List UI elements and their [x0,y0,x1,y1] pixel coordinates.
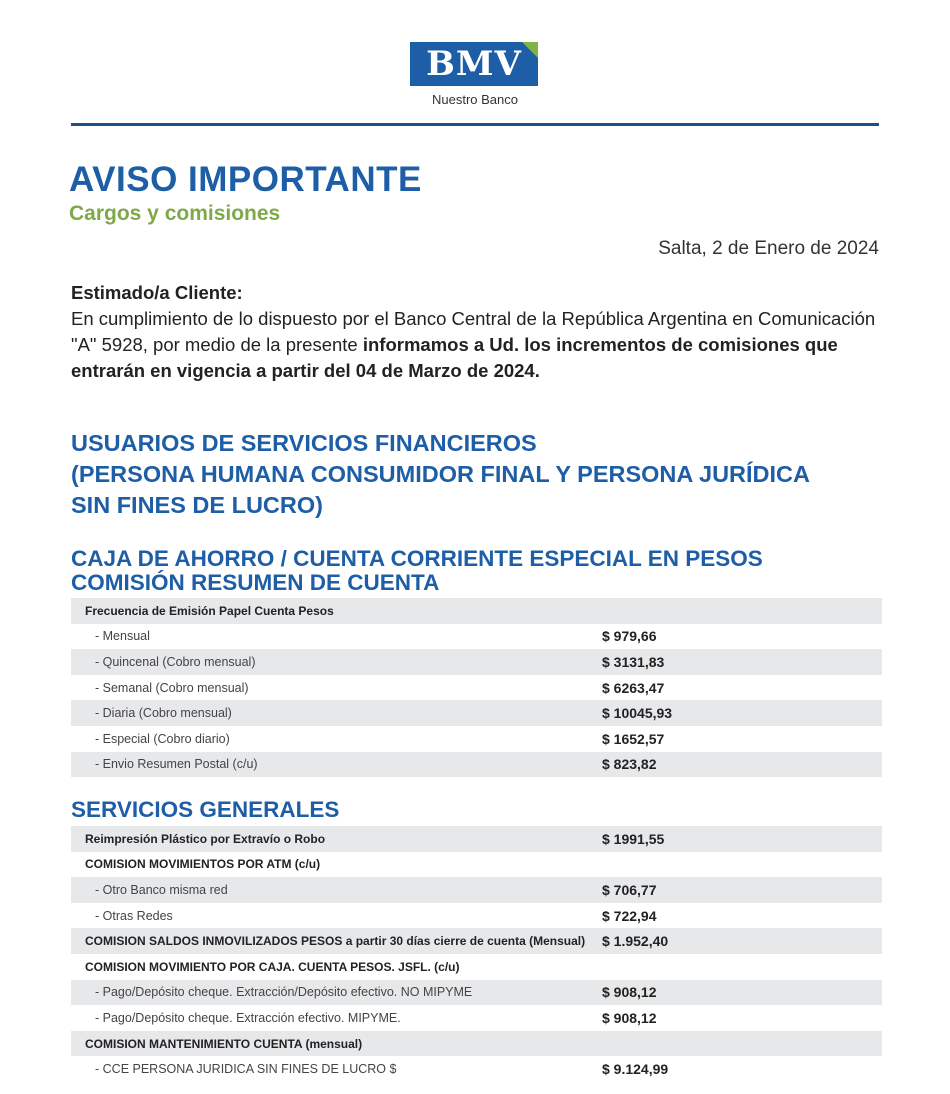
caja-section-title [71,547,763,595]
intro-text-bold: informamos a Ud. los incrementos de comisiones que entrarán en vigencia a partir del 04 de Marzo de 2024. [71,334,838,381]
greeting: Estimado/a Cliente: [71,282,243,303]
fee-label: COMISION SALDOS INMOVILIZADOS PESOS a partir 30 días cierre de cuenta (Mensual) [71,928,602,954]
caja-title-line1: CAJA DE AHORRO / CUENTA CORRIENTE ESPECIAL EN PESOS [71,546,763,571]
fee-row [71,954,882,980]
fee-amount: $ 10045,93 [602,700,882,726]
users-heading-line2: (PERSONA HUMANA CONSUMIDOR FINAL Y PERSONA JURÍDICA [71,461,810,487]
caja-title-line2: COMISIÓN RESUMEN DE CUENTA [71,570,440,595]
fee-amount: $ 706,77 [602,877,882,903]
caja-fees-table [71,598,882,777]
fee-label: - CCE PERSONA JURIDICA SIN FINES DE LUCRO $ [71,1056,602,1082]
fee-row [71,903,882,929]
fee-amount [602,598,882,624]
intro-paragraph [71,280,883,384]
fee-amount [602,1031,882,1057]
logo-box [410,42,538,86]
fee-label: - Quincenal (Cobro mensual) [71,649,602,675]
fee-label: - Semanal (Cobro mensual) [71,675,602,701]
fee-row [71,726,882,752]
fee-amount: $ 1652,57 [602,726,882,752]
fee-label: - Otro Banco misma red [71,877,602,903]
fee-amount: $ 979,66 [602,624,882,650]
fee-label: - Otras Redes [71,903,602,929]
logo-corner-accent [522,42,538,58]
fee-label: Reimpresión Plástico por Extravío o Robo [71,826,602,852]
page-title: AVISO IMPORTANTE [69,160,422,199]
fee-label: - Diaria (Cobro mensual) [71,700,602,726]
logo-tagline: Nuestro Banco [432,92,518,107]
users-heading-line1: USUARIOS DE SERVICIOS FINANCIEROS [71,430,537,456]
fee-row [71,852,882,878]
fee-row [71,877,882,903]
fee-row [71,1005,882,1031]
fee-label: - Mensual [71,624,602,650]
servicios-fees-table [71,826,882,1082]
header-divider [71,123,879,126]
fee-amount: $ 1.952,40 [602,928,882,954]
fee-row [71,1056,882,1082]
fee-row [71,980,882,1006]
fee-label: Frecuencia de Emisión Papel Cuenta Pesos [71,598,602,624]
fee-label: COMISION MOVIMIENTOS POR ATM (c/u) [71,852,602,878]
page-subtitle: Cargos y comisiones [69,202,281,225]
fee-row [71,826,882,852]
users-heading-line3: SIN FINES DE LUCRO) [71,492,323,518]
fee-label: COMISION MOVIMIENTO POR CAJA. CUENTA PESOS. JSFL. (c/u) [71,954,602,980]
users-heading [71,428,810,521]
fee-amount: $ 722,94 [602,903,882,929]
intro-text: En cumplimiento de lo dispuesto por el Banco Central de la República Argentina en Comunicación "A" 5928, por medio de la presente [71,308,876,355]
fee-row [71,928,882,954]
fee-amount: $ 908,12 [602,980,882,1006]
fee-amount: $ 1991,55 [602,826,882,852]
notice-date: Salta, 2 de Enero de 2024 [658,238,879,259]
fee-amount: $ 6263,47 [602,675,882,701]
fee-amount: $ 3131,83 [602,649,882,675]
fee-row [71,649,882,675]
servicios-section-title: SERVICIOS GENERALES [71,797,340,822]
logo-text: BMV [426,44,522,84]
fee-row [71,1031,882,1057]
fee-label: - Pago/Depósito cheque. Extracción/Depósito efectivo. NO MIPYME [71,980,602,1006]
fee-amount [602,852,882,878]
fee-row [71,700,882,726]
fee-amount [602,954,882,980]
fee-amount: $ 9.124,99 [602,1056,882,1082]
bank-logo [410,42,540,107]
fee-row [71,598,882,624]
fee-row [71,624,882,650]
fee-label: COMISION MANTENIMIENTO CUENTA (mensual) [71,1031,602,1057]
fee-label: - Pago/Depósito cheque. Extracción efectivo. MIPYME. [71,1005,602,1031]
fee-row [71,752,882,778]
fee-amount: $ 823,82 [602,752,882,778]
fee-label: - Especial (Cobro diario) [71,726,602,752]
fee-amount: $ 908,12 [602,1005,882,1031]
fee-label: - Envio Resumen Postal (c/u) [71,752,602,778]
fee-row [71,675,882,701]
